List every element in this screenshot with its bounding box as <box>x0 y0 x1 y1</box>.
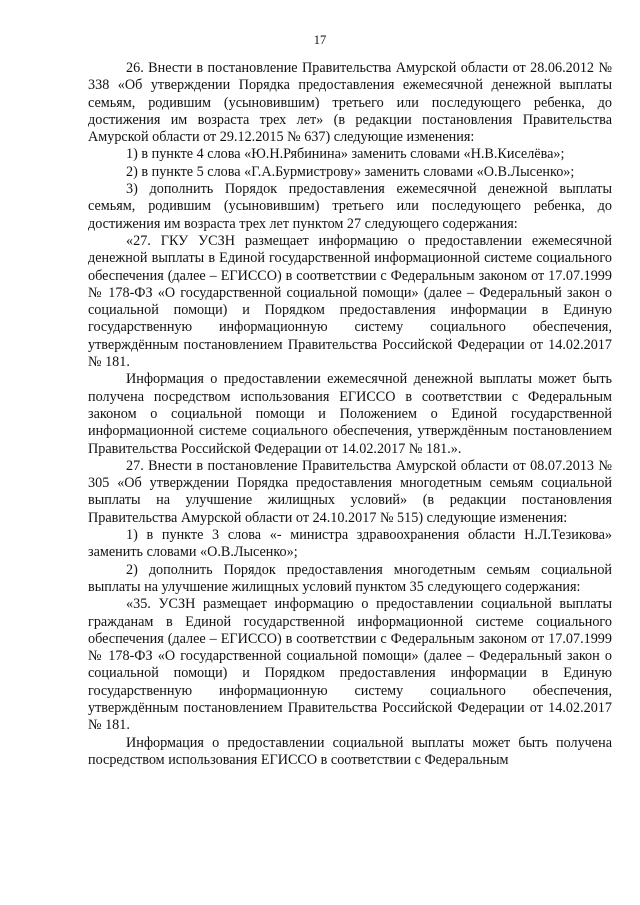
paragraph-26-item-1: 1) в пункте 4 слова «Ю.Н.Рябинина» заменить словами «Н.В.Киселёва»; <box>126 146 565 163</box>
paragraph-26-intro: 26. Внести в постановление Правительства Амурской области от 28.06.2012 № 338 «Об утверждении Порядка предоставления ежемесячной денежной выплаты семьям, родившим (усыновившим) третьего или последующего ребенка, до достижения им возраста трех лет» (в редакции постановления Правительства Амурской области от 29.12.2015 № 637) следующие изменения: <box>88 60 612 146</box>
page-number: 17 <box>313 33 327 47</box>
paragraph-clause-35-info: Информация о предоставлении социальной выплаты может быть получена посредством использования ЕГИССО в соответствии с Федеральным <box>88 734 612 768</box>
paragraph-27-item-1: 1) в пункте 3 слова «- министра здравоохранения области Н.Л.Тезикова» заменить словами «О.В.Лысенко»; <box>88 527 612 561</box>
paragraph-26-item-2: 2) в пункте 5 слова «Г.А.Бурмистрову» заменить словами «О.В.Лысенко»; <box>126 163 575 180</box>
paragraph-27-intro: 27. Внести в постановление Правительства Амурской области от 08.07.2013 № 305 «Об утверждении Порядка предоставления многодетным семьям социальной выплаты на улучшение жилищных условий» (в редакции постановления Правительства Амурской области от 24.10.2017 № 515) следующие изменения: <box>88 457 612 526</box>
paragraph-clause-27-info: Информация о предоставлении ежемесячной денежной выплаты может быть получена посредством использования ЕГИССО в соответствии с Федеральным законом о социальной помощи и Положением о Единой государственной информационной системе социального обеспечения, утверждённым постановлением Правительства Российской Федерации от 14.02.2017 № 181.». <box>88 371 612 457</box>
paragraph-26-item-3: 3) дополнить Порядок предоставления ежемесячной денежной выплаты семьям, родившим (усыновившим) третьего или последующего ребенка, до достижения им возраста трех лет пунктом 27 следующего содержания: <box>88 181 612 232</box>
paragraph-clause-35-text: «35. УСЗН размещает информацию о предоставлении социальной выплаты гражданам в Единой государственной информационной системе социального обеспечения (далее – ЕГИССО) в соответствии с Федеральным законом от 17.07.1999 № 178-ФЗ «О государственной социальной помощи» (далее – Федеральный закон о социальной помощи) и Порядком предоставления информации в Единую государственную информационную систему социального обеспечения, утверждённым постановлением Правительства Российской Федерации от 14.02.2017 № 181. <box>88 596 612 734</box>
document-body <box>88 60 612 769</box>
paragraph-clause-27-text: «27. ГКУ УСЗН размещает информацию о предоставлении ежемесячной денежной выплаты в Единой государственной информационной системе социального обеспечения (далее – ЕГИССО) в соответствии с Федеральным законом от 17.07.1999 № 178-ФЗ «О государственной социальной помощи» (далее – Федеральный закон о социальной помощи) и Порядком предоставления информации в Единую государственную информационную систему социального обеспечения, утверждённым постановлением Правительства Российской Федерации от 14.02.2017 № 181. <box>88 232 612 371</box>
paragraph-27-item-2: 2) дополнить Порядок предоставления многодетным семьям социальной выплаты на улучшение жилищных условий пунктом 35 следующего содержания: <box>88 561 612 595</box>
